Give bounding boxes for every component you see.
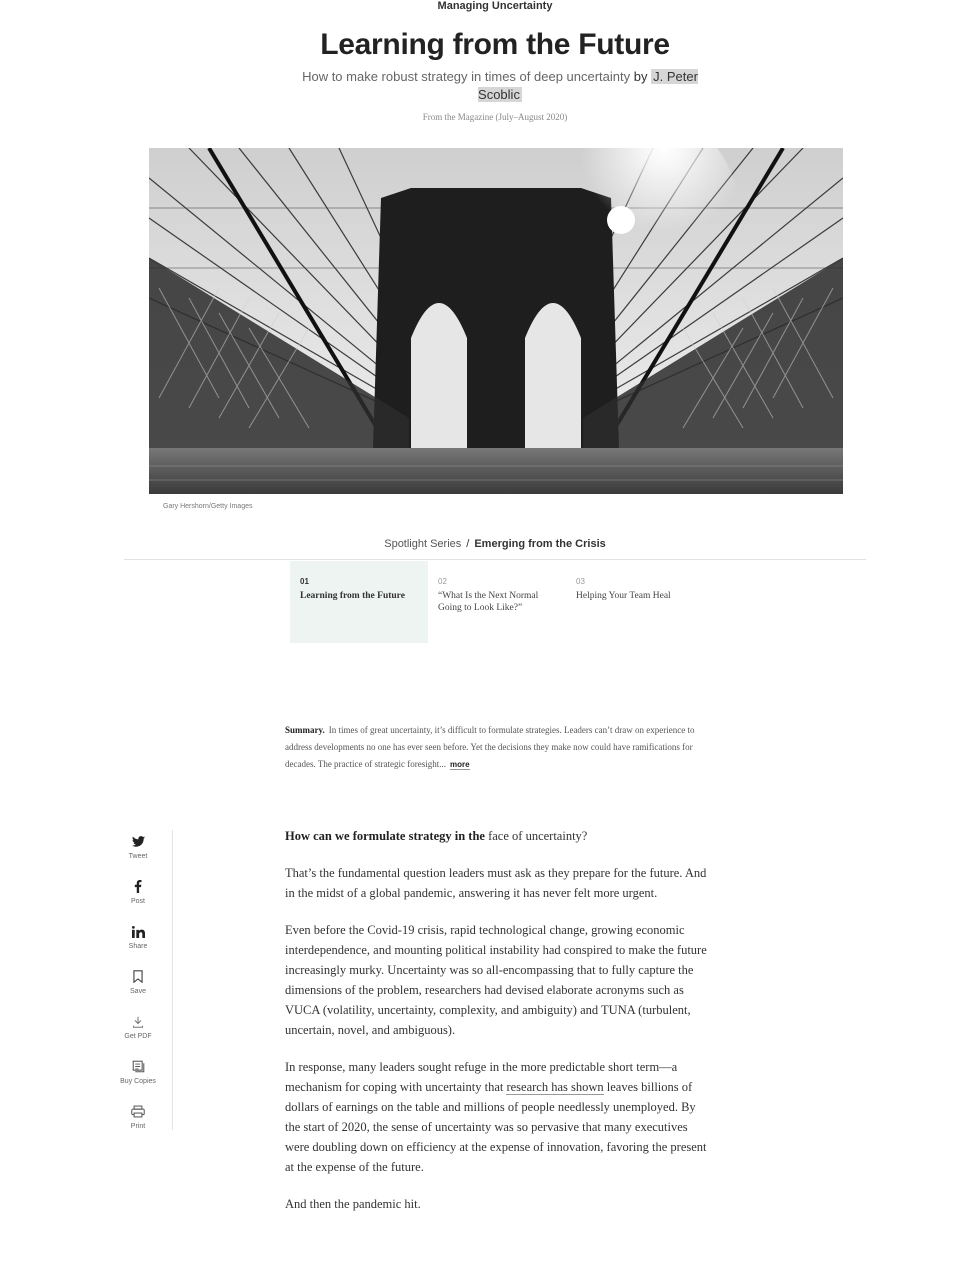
series-divider [124, 559, 866, 560]
byline-by: by [633, 69, 648, 84]
publication-info: From the Magazine (July–August 2020) [422, 112, 568, 122]
article-title: Learning from the Future [320, 28, 670, 61]
lead-bold-text: How can we formulate strategy in the [285, 829, 485, 843]
print-button[interactable] [112, 1100, 164, 1145]
article-body [285, 826, 713, 1231]
linkedin-icon [112, 920, 164, 942]
author-link[interactable]: J. Peter Scoblic [478, 69, 698, 102]
share-label: Tweet [128, 853, 148, 860]
series-item-title: “What Is the Next Normal Going to Look Like?” [438, 591, 539, 613]
share-rail-divider [172, 830, 173, 1130]
series-carousel [290, 561, 720, 643]
summary-text: In times of great uncertainty, it’s difficult to formulate strategies. Leaders can’t draw on experience to address developments no one has ever seen before. Yet the decisions they make now could have ramifications for decades. The practice of strategic foresight... [285, 725, 695, 769]
lead-paragraph [285, 826, 713, 846]
share-label: Buy Copies [120, 1078, 156, 1085]
topic-kicker[interactable]: Managing Uncertainty [437, 0, 553, 12]
download-icon [112, 1010, 164, 1032]
copies-icon [112, 1055, 164, 1077]
share-label: Post [130, 898, 145, 905]
save-button[interactable] [112, 965, 164, 1010]
facebook-icon [112, 875, 164, 897]
lead-text: face of uncertainty? [488, 829, 588, 843]
series-item-02[interactable] [428, 561, 566, 643]
share-label: Share [128, 943, 148, 950]
body-paragraph-3 [285, 1057, 713, 1177]
spotlight-series-header [0, 538, 960, 550]
series-item-01[interactable] [290, 561, 428, 643]
summary-label: Summary. [285, 725, 325, 735]
series-name[interactable]: Emerging from the Crisis [474, 538, 606, 550]
body-paragraph-4: And then the pandemic hit. [285, 1197, 421, 1211]
series-item-03[interactable] [566, 561, 704, 643]
share-tweet-button[interactable] [112, 830, 164, 875]
paragraph-text: In response, many leaders sought refuge in the more predictable short term—a mechanism for coping with uncertainty that [285, 1060, 678, 1094]
research-link[interactable]: research has shown [506, 1080, 604, 1094]
series-item-title: Learning from the Future [300, 591, 405, 601]
share-post-button[interactable] [112, 875, 164, 920]
twitter-icon [112, 830, 164, 852]
hero-image [149, 148, 843, 494]
series-item-title: Helping Your Team Heal [576, 591, 671, 601]
article-summary [285, 722, 710, 773]
paragraph-text: leaves billions of dollars of earnings on the table and millions of people needlessly unemployed. By the start of 2020, the sense of uncertainty was so pervasive that many executives were doubling down on efficiency at the expense of innovation, favoring the present at the expense of the future. [285, 1080, 707, 1174]
print-icon [112, 1100, 164, 1122]
article-deck [290, 68, 710, 104]
series-item-number: 02 [438, 577, 447, 586]
photo-credit: Gary Hershorn/Getty Images [163, 503, 253, 510]
series-separator: / [466, 538, 470, 550]
series-label[interactable]: Spotlight Series [384, 538, 462, 550]
bookmark-icon [112, 965, 164, 987]
get-pdf-button[interactable] [112, 1010, 164, 1055]
body-paragraph-2: Even before the Covid-19 crisis, rapid technological change, growing economic interdependence, and mounting political instability had conspired to make the future increasingly murky. Uncertainty was so all-encompassing that to fully capture the dimensions of the problem, researchers had devised elaborate acronyms such as VUCA (volatility, uncertainty, complexity, and ambiguity) and TUNA (turbulent, uncertain, novel, and ambiguous). [285, 923, 707, 1037]
body-paragraph-1: That’s the fundamental question leaders must ask as they prepare for the future. And in the midst of a global pandemic, answering it has never felt more urgent. [285, 866, 707, 900]
summary-more-button[interactable]: more [450, 760, 470, 769]
buy-copies-button[interactable] [112, 1055, 164, 1100]
series-item-number: 01 [300, 577, 309, 586]
share-linkedin-button[interactable] [112, 920, 164, 965]
share-label: Get PDF [124, 1033, 152, 1040]
deck-text: How to make robust strategy in times of deep uncertainty [302, 69, 631, 84]
series-item-number: 03 [576, 577, 585, 586]
share-label: Save [130, 988, 146, 995]
share-rail [112, 830, 164, 1145]
share-label: Print [130, 1123, 146, 1130]
